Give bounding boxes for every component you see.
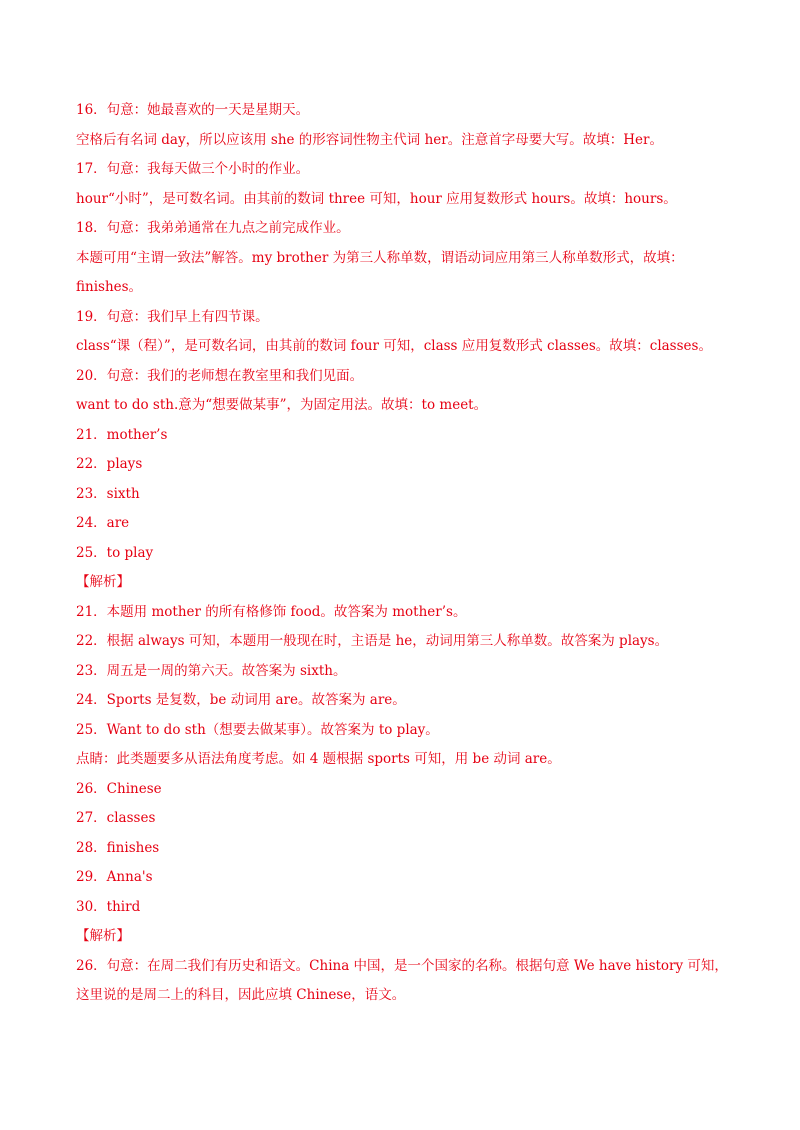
- text-line: 28．finishes: [76, 839, 160, 856]
- text-line: 17．句意：我每天做三个小时的作业。: [76, 161, 310, 177]
- text-line: 20．句意：我们的老师想在教室里和我们见面。: [76, 367, 364, 384]
- text-line: class“课（程）”，是可数名词，由其前的数词 four 可知，class 应用复数形式 classes。故填：classes。: [76, 338, 712, 354]
- text-line: 本题可用“主谓一致法”解答。my brother 为第三人称单数，谓语动词应用第三人称单数形式，故填：: [76, 249, 684, 266]
- text-line: 24．are: [76, 515, 130, 531]
- text-line: 22．plays: [76, 456, 143, 472]
- text-line: 29．Anna's: [76, 869, 153, 885]
- text-line: 23．周五是一周的第六天。故答案为 sixth。: [76, 662, 347, 679]
- text-line: 26．句意：在周二我们有历史和语文。China 中国，是一个国家的名称。根据句意 We have history 可知，: [76, 957, 728, 974]
- answer-explanations: [76, 96, 726, 1011]
- text-line: 点睛：此类题要多从语法角度考虑。如 4 题根据 sports 可知，用 be 动词 are。: [76, 751, 561, 767]
- text-line: 空格后有名词 day，所以应该用 she 的形容词性物主代词 her。注意首字母要大写。故填：Her。: [76, 131, 663, 148]
- text-line: 25．to play: [76, 544, 154, 561]
- text-line: hour“小时”，是可数名词。由其前的数词 three 可知，hour 应用复数形式 hours。故填：hours。: [76, 190, 677, 207]
- text-line: 18．句意：我弟弟通常在九点之前完成作业。: [76, 220, 350, 236]
- text-line: 22．根据 always 可知，本题用一般现在时，主语是 he，动词用第三人称单数。故答案为 plays。: [76, 633, 669, 649]
- text-line: 19．句意：我们早上有四节课。: [76, 308, 269, 325]
- text-line: 27．classes: [76, 810, 156, 826]
- text-line: 16．句意：她最喜欢的一天是星期天。: [76, 102, 310, 118]
- text-line: 23．sixth: [76, 485, 140, 502]
- text-line: 26．Chinese: [76, 780, 162, 797]
- text-line: want to do sth.意为“想要做某事”，为固定用法。故填：to meet。: [76, 397, 488, 413]
- section-heading: 【解析】: [76, 928, 130, 944]
- text-line: 24．Sports 是复数，be 动词用 are。故答案为 are。: [76, 692, 406, 708]
- text-line: finishes。: [76, 279, 143, 295]
- text-line: 25．Want to do sth（想要去做某事）。故答案为 to play。: [76, 721, 439, 738]
- section-heading: 【解析】: [76, 574, 130, 590]
- text-line: 这里说的是周二上的科目，因此应填 Chinese，语文。: [76, 987, 406, 1003]
- text-line: 30．third: [76, 898, 141, 915]
- text-line: 21．mother’s: [76, 426, 168, 443]
- text-line: 21．本题用 mother 的所有格修饰 food。故答案为 mother’s。: [76, 603, 467, 620]
